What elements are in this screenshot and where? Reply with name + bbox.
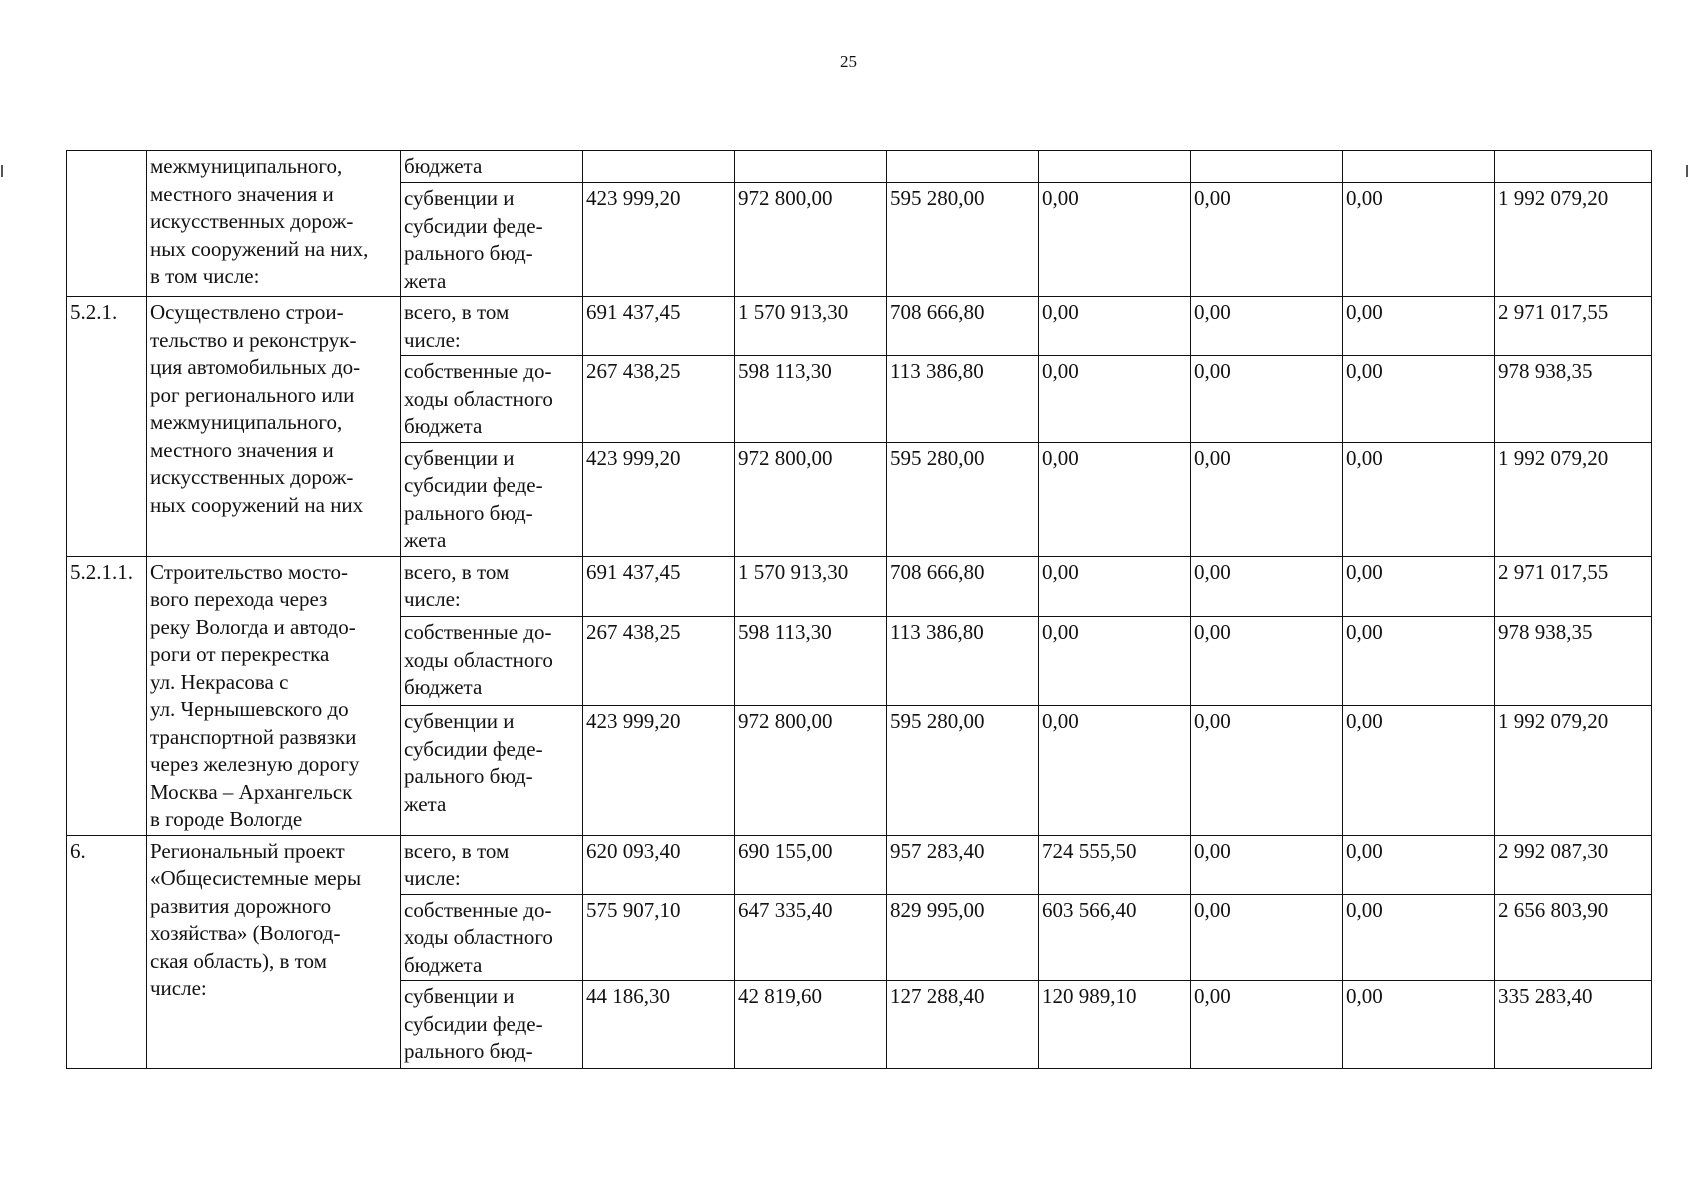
description-line: искусственных дорож- <box>150 465 354 489</box>
scan-edge-mark <box>1686 165 1688 177</box>
amount-cell: 423 999,20 <box>583 183 735 297</box>
funding-source-cell <box>401 894 583 981</box>
amount-cell: 575 907,10 <box>583 894 735 981</box>
amount-cell: 0,00 <box>1343 297 1495 356</box>
funding-source-cell <box>401 835 583 894</box>
item-number-cell <box>67 151 147 297</box>
funding-source-line: числе: <box>404 587 461 611</box>
item-description-cell <box>147 151 401 297</box>
amount-cell: 0,00 <box>1191 356 1343 443</box>
amount-cell: 44 186,30 <box>583 981 735 1069</box>
description-line: числе: <box>150 976 207 1000</box>
description-line: межмуниципального, <box>150 154 343 178</box>
description-line: через железную дорогу <box>150 752 360 776</box>
amount-cell: 972 800,00 <box>735 706 887 836</box>
amount-cell: 0,00 <box>1191 297 1343 356</box>
funding-source-line: субсидии феде- <box>404 213 543 238</box>
description-line: Строительство мосто- <box>150 559 349 584</box>
description-line: местного значения и <box>150 181 334 206</box>
amount-cell: 0,00 <box>1039 706 1191 836</box>
amount-cell: 647 335,40 <box>735 894 887 981</box>
amount-cell: 829 995,00 <box>887 894 1039 981</box>
amount-cell: 127 288,40 <box>887 981 1039 1069</box>
funding-source-line: бюджета <box>404 154 483 178</box>
amount-cell <box>583 151 735 183</box>
amount-cell: 0,00 <box>1191 617 1343 706</box>
amount-cell: 42 819,60 <box>735 981 887 1069</box>
item-description-cell <box>147 556 401 835</box>
amount-cell <box>735 151 887 183</box>
funding-source-line: субвенции и <box>404 445 515 470</box>
description-line: развития дорожного <box>150 893 332 918</box>
amount-cell: 0,00 <box>1191 442 1343 556</box>
description-line: межмуниципального, <box>150 410 343 434</box>
total-amount-cell: 335 283,40 <box>1495 981 1652 1069</box>
amount-cell <box>887 151 1039 183</box>
amount-cell: 0,00 <box>1191 556 1343 617</box>
table-row <box>67 297 1652 356</box>
funding-source-line: жета <box>404 268 447 293</box>
funding-source-cell <box>401 706 583 836</box>
table-row <box>67 835 1652 894</box>
description-line: роги от перекрестка <box>150 642 330 666</box>
funding-source-cell <box>401 617 583 706</box>
amount-cell: 423 999,20 <box>583 706 735 836</box>
description-line: транспортной развязки <box>150 724 357 749</box>
funding-source-line: собственные до- <box>404 620 552 645</box>
amount-cell: 0,00 <box>1191 894 1343 981</box>
funding-source-line: бюджета <box>404 414 483 438</box>
funding-source-cell <box>401 556 583 617</box>
amount-cell: 0,00 <box>1039 556 1191 617</box>
amount-cell: 0,00 <box>1039 617 1191 706</box>
description-line: реку Вологда и автодо- <box>150 614 356 639</box>
item-number-cell: 5.2.1.1. <box>67 556 147 835</box>
amount-cell: 0,00 <box>1343 835 1495 894</box>
total-amount-cell <box>1495 151 1652 183</box>
description-line: ская область), в том <box>150 948 327 973</box>
total-amount-cell: 1 992 079,20 <box>1495 706 1652 836</box>
amount-cell: 0,00 <box>1343 442 1495 556</box>
description-line: тельство и реконструк- <box>150 327 357 352</box>
funding-source-line: субсидии феде- <box>404 473 543 497</box>
funding-source-line: рального бюд- <box>404 1039 533 1063</box>
amount-cell: 0,00 <box>1191 183 1343 297</box>
funding-source-line: жета <box>404 528 447 552</box>
description-line: ных сооружений на них, <box>150 236 369 261</box>
funding-source-cell <box>401 151 583 183</box>
item-description-cell <box>147 297 401 557</box>
amount-cell: 691 437,45 <box>583 297 735 356</box>
funding-source-line: рального бюд- <box>404 500 533 525</box>
amount-cell: 972 800,00 <box>735 183 887 297</box>
amount-cell: 598 113,30 <box>735 617 887 706</box>
amount-cell: 724 555,50 <box>1039 835 1191 894</box>
description-line: в городе Вологде <box>150 807 303 831</box>
amount-cell: 0,00 <box>1039 297 1191 356</box>
amount-cell: 423 999,20 <box>583 442 735 556</box>
funding-source-line: собственные до- <box>404 897 552 922</box>
scan-edge-mark <box>1 165 3 177</box>
amount-cell: 0,00 <box>1039 183 1191 297</box>
funding-source-line: числе: <box>404 327 461 352</box>
funding-source-line: числе: <box>404 866 461 890</box>
total-amount-cell: 2 971 017,55 <box>1495 297 1652 356</box>
amount-cell: 0,00 <box>1343 183 1495 297</box>
amount-cell: 120 989,10 <box>1039 981 1191 1069</box>
amount-cell: 595 280,00 <box>887 706 1039 836</box>
funding-source-cell <box>401 297 583 356</box>
total-amount-cell: 2 656 803,90 <box>1495 894 1652 981</box>
funding-source-line: ходы областного <box>404 647 553 672</box>
amount-cell: 957 283,40 <box>887 835 1039 894</box>
funding-source-line: рального бюд- <box>404 241 533 265</box>
total-amount-cell: 2 992 087,30 <box>1495 835 1652 894</box>
item-number-cell: 6. <box>67 835 147 1069</box>
table-row <box>67 556 1652 617</box>
amount-cell: 113 386,80 <box>887 617 1039 706</box>
amount-cell: 267 438,25 <box>583 356 735 443</box>
funding-source-line: ходы областного <box>404 925 553 949</box>
amount-cell: 603 566,40 <box>1039 894 1191 981</box>
funding-source-line: всего, в том <box>404 300 510 324</box>
funding-source-line: субвенции и <box>404 709 515 733</box>
funding-source-line: субвенции и <box>404 984 515 1008</box>
amount-cell <box>1343 151 1495 183</box>
description-line: ул. Чернышевского до <box>150 697 349 721</box>
total-amount-cell: 2 971 017,55 <box>1495 556 1652 617</box>
funding-source-line: ходы областного <box>404 386 553 411</box>
amount-cell: 690 155,00 <box>735 835 887 894</box>
description-line: в том числе: <box>150 264 260 288</box>
description-line: местного значения и <box>150 437 334 462</box>
amount-cell: 1 570 913,30 <box>735 556 887 617</box>
funding-source-line: субвенции и <box>404 186 515 210</box>
amount-cell: 0,00 <box>1191 706 1343 836</box>
funding-source-line: рального бюд- <box>404 764 533 788</box>
description-line: искусственных дорож- <box>150 209 354 233</box>
total-amount-cell: 1 992 079,20 <box>1495 442 1652 556</box>
funding-source-line: субсидии феде- <box>404 1011 543 1036</box>
amount-cell: 595 280,00 <box>887 183 1039 297</box>
amount-cell: 0,00 <box>1343 706 1495 836</box>
table-row <box>67 151 1652 183</box>
funding-source-cell <box>401 442 583 556</box>
description-line: Региональный проект <box>150 838 345 863</box>
amount-cell: 0,00 <box>1343 617 1495 706</box>
description-line: вого перехода через <box>150 587 328 611</box>
amount-cell: 972 800,00 <box>735 442 887 556</box>
description-line: ул. Некрасова с <box>150 669 289 694</box>
funding-source-cell <box>401 981 583 1069</box>
amount-cell: 267 438,25 <box>583 617 735 706</box>
total-amount-cell: 978 938,35 <box>1495 617 1652 706</box>
budget-table <box>66 150 1652 1069</box>
amount-cell: 0,00 <box>1343 981 1495 1069</box>
funding-source-line: бюджета <box>404 675 483 700</box>
funding-source-line: жета <box>404 791 447 816</box>
description-line: рог регионального или <box>150 382 355 407</box>
total-amount-cell: 978 938,35 <box>1495 356 1652 443</box>
amount-cell: 691 437,45 <box>583 556 735 617</box>
description-line: хозяйства» (Вологод- <box>150 921 341 945</box>
amount-cell: 0,00 <box>1039 356 1191 443</box>
page-number: 25 <box>840 52 857 71</box>
amount-cell: 0,00 <box>1343 356 1495 443</box>
amount-cell: 708 666,80 <box>887 556 1039 617</box>
item-description-cell <box>147 835 401 1069</box>
amount-cell: 620 093,40 <box>583 835 735 894</box>
funding-source-line: собственные до- <box>404 359 552 383</box>
amount-cell: 0,00 <box>1191 835 1343 894</box>
amount-cell: 598 113,30 <box>735 356 887 443</box>
funding-source-cell <box>401 183 583 297</box>
description-line: Москва – Архангельск <box>150 779 353 804</box>
amount-cell: 1 570 913,30 <box>735 297 887 356</box>
amount-cell: 0,00 <box>1039 442 1191 556</box>
amount-cell: 0,00 <box>1191 981 1343 1069</box>
amount-cell: 708 666,80 <box>887 297 1039 356</box>
amount-cell: 113 386,80 <box>887 356 1039 443</box>
item-number-cell: 5.2.1. <box>67 297 147 557</box>
description-line: ция автомобильных до- <box>150 355 361 379</box>
funding-source-line: всего, в том <box>404 559 510 584</box>
description-line: Осуществлено строи- <box>150 300 344 324</box>
funding-source-line: всего, в том <box>404 838 510 863</box>
funding-source-cell <box>401 356 583 443</box>
description-line: «Общесистемные меры <box>150 866 362 890</box>
funding-source-line: субсидии феде- <box>404 736 543 761</box>
amount-cell <box>1191 151 1343 183</box>
funding-source-line: бюджета <box>404 952 483 977</box>
amount-cell: 0,00 <box>1343 556 1495 617</box>
description-line: ных сооружений на них <box>150 492 364 517</box>
amount-cell: 595 280,00 <box>887 442 1039 556</box>
total-amount-cell: 1 992 079,20 <box>1495 183 1652 297</box>
amount-cell: 0,00 <box>1343 894 1495 981</box>
amount-cell <box>1039 151 1191 183</box>
